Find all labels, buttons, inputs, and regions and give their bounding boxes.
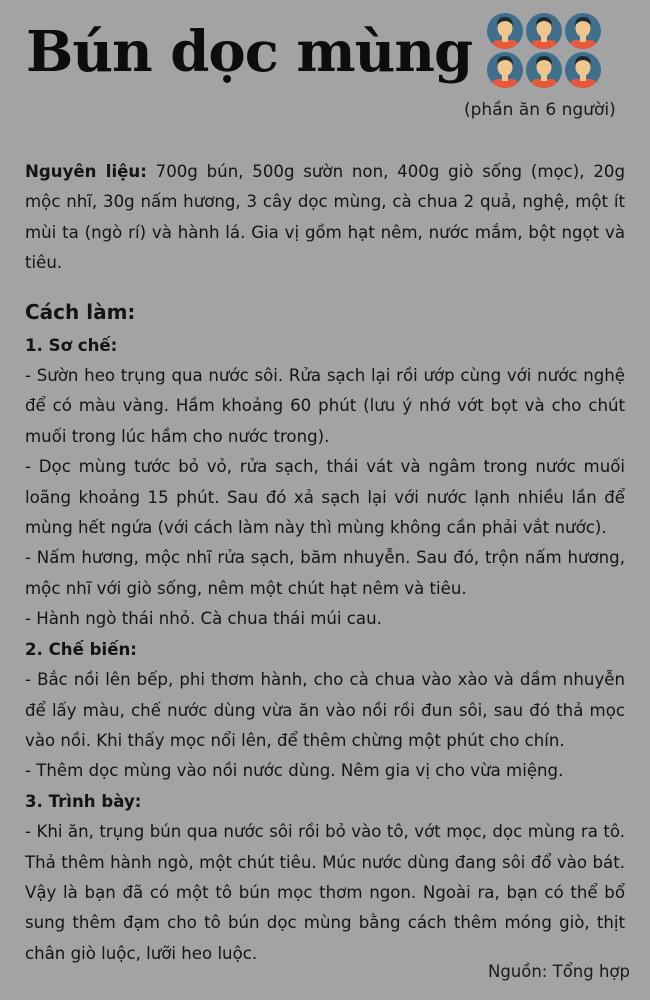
method-heading: Cách làm: — [25, 299, 136, 324]
person-icon — [565, 13, 601, 54]
step-title: 2. Chế biến: — [25, 639, 137, 659]
people-group-icon — [486, 12, 604, 90]
recipe-content — [25, 157, 625, 969]
source-credit: Nguồn: Tổng hợp — [487, 962, 630, 981]
step-paragraph: - Nấm hương, mộc nhĩ rửa sạch, băm nhuyễn. Sau đó, trộn nấm hương, mộc nhĩ với giò sống, nêm một chút hạt nêm và tiêu. — [25, 548, 625, 598]
servings-icons — [486, 12, 604, 90]
ingredients-label: Nguyên liệu: — [25, 162, 147, 181]
ingredients-text: 700g bún, 500g sườn non, 400g giò sống (mọc), 20g mộc nhĩ, 30g nấm hương, 3 cây dọc mùng, cà chua 2 quả, nghệ, một ít mùi ta (ngò rí) và hành lá. Gia vị gồm hạt nêm, nước mắm, bột ngọt và tiêu. — [25, 162, 625, 273]
step-paragraph: - Sườn heo trụng qua nước sôi. Rửa sạch lại rồi ướp cùng với nước nghệ để có màu vàng. Hầm khoảng 60 phút (lưu ý nhớ vớt bọt và cho chút muối trong lúc hầm cho nước trong). — [25, 366, 625, 446]
person-icon — [526, 13, 562, 54]
person-icon — [487, 13, 523, 54]
person-icon — [487, 52, 523, 90]
step-paragraph: - Bắc nồi lên bếp, phi thơm hành, cho cà chua vào xào và dầm nhuyễn để lấy màu, chế nước dùng vừa ăn vào nồi rồi đun sôi, sau đó thả mọc vào nồi. Khi thấy mọc nổi lên, để thêm chừng một phút cho chín. — [25, 670, 625, 750]
step-title: 3. Trình bày: — [25, 791, 142, 811]
step-paragraph: - Hành ngò thái nhỏ. Cà chua thái múi cau. — [25, 609, 382, 629]
step-paragraph: - Thêm dọc mùng vào nồi nước dùng. Nêm gia vị cho vừa miệng. — [25, 761, 564, 781]
page-title: Bún dọc mùng — [26, 19, 473, 85]
ingredients-paragraph — [25, 157, 625, 279]
servings-note: (phần ăn 6 người) — [464, 100, 616, 120]
step-paragraph: - Dọc mùng tước bỏ vỏ, rửa sạch, thái vát và ngâm trong nước muối loãng khoảng 15 phút. Sau đó xả sạch lại với nước lạnh nhiều lần để mùng hết ngứa (với cách làm này thì mùng không cần phải vắt nước). — [25, 457, 625, 538]
step-title: 1. Sơ chế: — [25, 335, 118, 355]
person-icon — [526, 52, 562, 90]
step-paragraph: - Khi ăn, trụng bún qua nước sôi rồi bỏ vào tô, vớt mọc, dọc mùng ra tô. Thả thêm hành ngò, một chút tiêu. Múc nước dùng đang sôi đổ vào bát. Vậy là bạn đã có một tô bún mọc thơm ngon. Ngoài ra, bạn có thể bổ sung thêm đạm cho tô bún dọc mùng bằng cách thêm móng giò, thịt chân giò luộc, lưỡi heo luộc. — [25, 822, 625, 963]
person-icon — [565, 52, 601, 90]
